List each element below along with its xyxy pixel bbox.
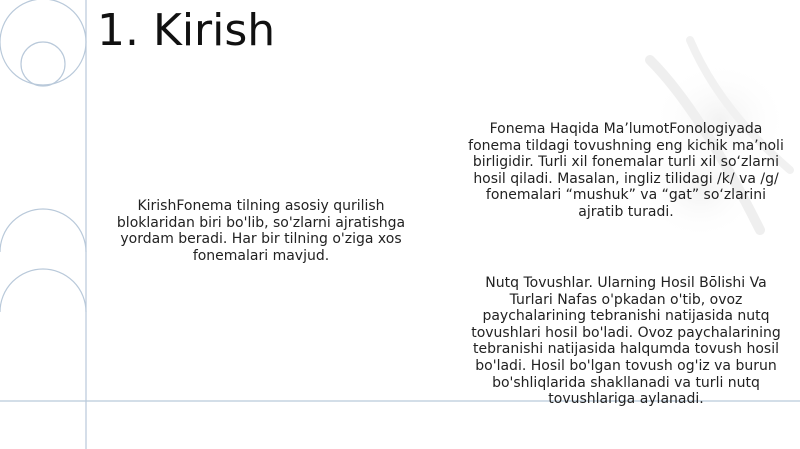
arch-outline-top — [0, 209, 86, 252]
intro-text: KirishFonema tilning asosiy qurilish bloklaridan biri bo'lib, so'zlarni ajratishga yordam beradi. Har bir tilning o'ziga xos fonemalari mavjud. — [116, 198, 406, 264]
page-title: 1. Kirish — [97, 5, 276, 56]
arch-outline-bottom — [0, 269, 86, 312]
small-circle-outline — [21, 42, 65, 86]
speech-sounds-text: Nutq Tovushlar. Ularning Hosil Bōlishi Va Turlari Nafas o'pkadan o'tib, ovoz paychalarining tebranishi natijasida nutq tovushlari hosil bo'ladi. Ovoz paychalarining tebranishi natijasida halqumda tovush hosil bo'ladi. Hosil bo'lgan tovush og'iz va burun bo'shliqlarida shakllanadi va turli nutq tovushlariga aylanadi. — [471, 275, 781, 408]
phoneme-info-text: Fonema Haqida Ma’lumotFonologiyada fonema tildagi tovushning eng kichik ma’noli birligidir. Turli xil fonemalar turli xil so‘zlarni hosil qiladi. Masalan, ingliz tilidagi /k/ va /g/ fonemalari “mushuk” va “gat” so‘zlarini ajratib turadi. — [468, 121, 784, 220]
